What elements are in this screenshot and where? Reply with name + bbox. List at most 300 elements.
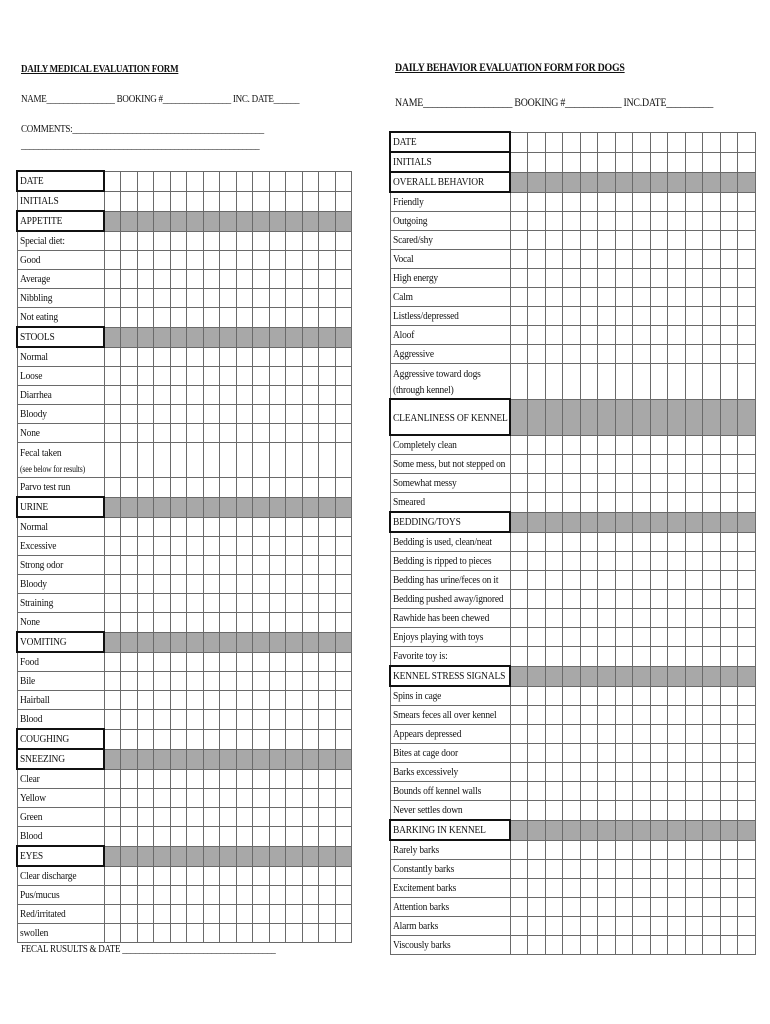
behavior-check-cell[interactable] [685,801,703,821]
behavior-check-cell[interactable] [738,212,756,231]
behavior-check-cell[interactable] [545,307,563,326]
behavior-check-cell[interactable] [703,898,721,917]
medical-check-cell[interactable] [137,405,154,424]
medical-check-cell[interactable] [104,537,121,556]
medical-check-cell[interactable] [286,289,303,308]
medical-check-cell[interactable] [137,575,154,594]
behavior-check-cell[interactable] [563,212,581,231]
behavior-check-cell[interactable] [703,860,721,879]
behavior-check-cell[interactable] [580,474,598,493]
medical-check-cell[interactable] [335,405,352,424]
behavior-check-cell[interactable] [580,152,598,172]
behavior-check-cell[interactable] [528,231,546,250]
behavior-check-cell[interactable] [720,647,738,667]
behavior-check-cell[interactable] [615,212,633,231]
behavior-check-cell[interactable] [685,212,703,231]
medical-check-cell[interactable] [335,729,352,749]
medical-check-cell[interactable] [187,443,204,478]
behavior-check-cell[interactable] [598,590,616,609]
medical-check-cell[interactable] [121,367,138,386]
behavior-check-cell[interactable] [598,609,616,628]
medical-check-cell[interactable] [104,827,121,847]
behavior-check-cell[interactable] [633,840,651,860]
behavior-check-cell[interactable] [545,686,563,706]
behavior-check-cell[interactable] [685,552,703,571]
behavior-check-cell[interactable] [685,763,703,782]
medical-check-cell[interactable] [220,556,237,575]
behavior-check-cell[interactable] [545,879,563,898]
behavior-check-cell[interactable] [528,552,546,571]
behavior-check-cell[interactable] [528,152,546,172]
medical-check-cell[interactable] [286,769,303,789]
medical-check-cell[interactable] [137,367,154,386]
medical-check-cell[interactable] [104,575,121,594]
medical-check-cell[interactable] [170,691,187,710]
medical-check-cell[interactable] [137,613,154,633]
behavior-check-cell[interactable] [738,782,756,801]
behavior-check-cell[interactable] [510,307,528,326]
behavior-check-cell[interactable] [633,917,651,936]
behavior-check-cell[interactable] [685,192,703,212]
medical-check-cell[interactable] [302,537,319,556]
medical-check-cell[interactable] [137,594,154,613]
behavior-check-cell[interactable] [528,840,546,860]
medical-check-cell[interactable] [302,710,319,730]
medical-check-cell[interactable] [104,517,121,537]
behavior-check-cell[interactable] [650,860,668,879]
medical-check-cell[interactable] [269,231,286,251]
behavior-check-cell[interactable] [510,269,528,288]
medical-check-cell[interactable] [137,478,154,498]
behavior-check-cell[interactable] [510,628,528,647]
behavior-check-cell[interactable] [633,706,651,725]
medical-check-cell[interactable] [319,424,336,443]
behavior-check-cell[interactable] [528,435,546,455]
behavior-check-cell[interactable] [580,782,598,801]
behavior-check-cell[interactable] [738,435,756,455]
medical-check-cell[interactable] [137,289,154,308]
medical-check-cell[interactable] [203,537,220,556]
behavior-check-cell[interactable] [598,532,616,552]
medical-check-cell[interactable] [154,729,171,749]
medical-check-cell[interactable] [220,594,237,613]
medical-check-cell[interactable] [170,789,187,808]
behavior-check-cell[interactable] [580,571,598,590]
behavior-check-cell[interactable] [615,879,633,898]
medical-check-cell[interactable] [104,443,121,478]
behavior-check-cell[interactable] [545,860,563,879]
behavior-check-cell[interactable] [545,706,563,725]
behavior-check-cell[interactable] [685,590,703,609]
medical-check-cell[interactable] [319,866,336,886]
medical-check-cell[interactable] [170,191,187,211]
medical-check-cell[interactable] [154,424,171,443]
behavior-check-cell[interactable] [510,917,528,936]
behavior-check-cell[interactable] [668,860,686,879]
behavior-check-cell[interactable] [720,326,738,345]
medical-check-cell[interactable] [203,729,220,749]
medical-check-cell[interactable] [236,443,253,478]
behavior-check-cell[interactable] [563,326,581,345]
medical-check-cell[interactable] [170,556,187,575]
behavior-check-cell[interactable] [668,628,686,647]
medical-check-cell[interactable] [269,808,286,827]
behavior-check-cell[interactable] [563,898,581,917]
behavior-check-cell[interactable] [615,647,633,667]
medical-check-cell[interactable] [187,613,204,633]
behavior-check-cell[interactable] [668,706,686,725]
behavior-check-cell[interactable] [563,192,581,212]
medical-check-cell[interactable] [137,270,154,289]
behavior-check-cell[interactable] [738,345,756,364]
behavior-check-cell[interactable] [580,725,598,744]
behavior-check-cell[interactable] [668,288,686,307]
medical-check-cell[interactable] [137,251,154,270]
behavior-check-cell[interactable] [738,917,756,936]
medical-check-cell[interactable] [121,191,138,211]
behavior-check-cell[interactable] [615,917,633,936]
medical-check-cell[interactable] [302,594,319,613]
behavior-check-cell[interactable] [615,782,633,801]
behavior-check-cell[interactable] [545,288,563,307]
medical-check-cell[interactable] [286,652,303,672]
behavior-check-cell[interactable] [528,474,546,493]
behavior-check-cell[interactable] [510,590,528,609]
medical-check-cell[interactable] [286,251,303,270]
medical-check-cell[interactable] [187,924,204,943]
medical-check-cell[interactable] [335,251,352,270]
behavior-check-cell[interactable] [685,917,703,936]
behavior-check-cell[interactable] [668,782,686,801]
behavior-check-cell[interactable] [598,647,616,667]
medical-check-cell[interactable] [269,652,286,672]
behavior-check-cell[interactable] [720,860,738,879]
behavior-check-cell[interactable] [545,455,563,474]
behavior-check-cell[interactable] [510,936,528,955]
medical-check-cell[interactable] [203,405,220,424]
behavior-check-cell[interactable] [510,782,528,801]
behavior-check-cell[interactable] [580,609,598,628]
medical-check-cell[interactable] [137,231,154,251]
behavior-check-cell[interactable] [738,269,756,288]
medical-check-cell[interactable] [302,367,319,386]
medical-check-cell[interactable] [220,691,237,710]
medical-check-cell[interactable] [286,270,303,289]
medical-check-cell[interactable] [253,517,270,537]
medical-check-cell[interactable] [187,367,204,386]
behavior-check-cell[interactable] [633,552,651,571]
behavior-check-cell[interactable] [685,628,703,647]
medical-check-cell[interactable] [319,191,336,211]
medical-check-cell[interactable] [220,517,237,537]
medical-check-cell[interactable] [121,289,138,308]
behavior-check-cell[interactable] [545,571,563,590]
behavior-check-cell[interactable] [563,879,581,898]
behavior-check-cell[interactable] [545,609,563,628]
medical-check-cell[interactable] [269,171,286,191]
behavior-check-cell[interactable] [720,364,738,400]
medical-check-cell[interactable] [236,866,253,886]
medical-check-cell[interactable] [253,886,270,905]
behavior-check-cell[interactable] [703,192,721,212]
behavior-check-cell[interactable] [510,326,528,345]
medical-check-cell[interactable] [121,405,138,424]
behavior-check-cell[interactable] [738,879,756,898]
medical-check-cell[interactable] [154,270,171,289]
behavior-check-cell[interactable] [738,231,756,250]
behavior-check-cell[interactable] [510,152,528,172]
medical-check-cell[interactable] [302,827,319,847]
medical-check-cell[interactable] [104,270,121,289]
medical-check-cell[interactable] [121,594,138,613]
behavior-check-cell[interactable] [685,250,703,269]
medical-check-cell[interactable] [121,613,138,633]
behavior-check-cell[interactable] [563,571,581,590]
medical-check-cell[interactable] [236,405,253,424]
medical-check-cell[interactable] [236,386,253,405]
behavior-check-cell[interactable] [650,725,668,744]
behavior-check-cell[interactable] [615,936,633,955]
medical-check-cell[interactable] [220,191,237,211]
behavior-check-cell[interactable] [510,725,528,744]
behavior-check-cell[interactable] [738,552,756,571]
medical-check-cell[interactable] [220,443,237,478]
medical-check-cell[interactable] [269,443,286,478]
behavior-check-cell[interactable] [580,212,598,231]
medical-check-cell[interactable] [220,251,237,270]
medical-check-cell[interactable] [154,537,171,556]
medical-check-cell[interactable] [236,251,253,270]
behavior-check-cell[interactable] [598,307,616,326]
medical-check-cell[interactable] [187,537,204,556]
medical-check-cell[interactable] [203,769,220,789]
behavior-check-cell[interactable] [703,474,721,493]
behavior-check-cell[interactable] [563,609,581,628]
medical-check-cell[interactable] [236,347,253,367]
behavior-check-cell[interactable] [510,801,528,821]
medical-check-cell[interactable] [187,191,204,211]
behavior-check-cell[interactable] [668,609,686,628]
medical-check-cell[interactable] [121,866,138,886]
medical-check-cell[interactable] [137,827,154,847]
behavior-check-cell[interactable] [720,879,738,898]
behavior-check-cell[interactable] [650,801,668,821]
behavior-check-cell[interactable] [598,840,616,860]
behavior-check-cell[interactable] [545,590,563,609]
behavior-check-cell[interactable] [598,493,616,513]
behavior-check-cell[interactable] [580,590,598,609]
behavior-check-cell[interactable] [685,493,703,513]
behavior-check-cell[interactable] [668,455,686,474]
behavior-check-cell[interactable] [668,345,686,364]
behavior-check-cell[interactable] [545,628,563,647]
behavior-check-cell[interactable] [510,706,528,725]
behavior-check-cell[interactable] [615,532,633,552]
medical-check-cell[interactable] [121,556,138,575]
behavior-check-cell[interactable] [668,936,686,955]
behavior-check-cell[interactable] [738,763,756,782]
behavior-check-cell[interactable] [650,571,668,590]
medical-check-cell[interactable] [187,652,204,672]
medical-check-cell[interactable] [154,594,171,613]
medical-check-cell[interactable] [269,769,286,789]
medical-check-cell[interactable] [154,710,171,730]
behavior-check-cell[interactable] [668,250,686,269]
medical-check-cell[interactable] [286,613,303,633]
medical-check-cell[interactable] [236,517,253,537]
behavior-check-cell[interactable] [633,532,651,552]
medical-check-cell[interactable] [302,789,319,808]
behavior-check-cell[interactable] [650,493,668,513]
behavior-check-cell[interactable] [668,152,686,172]
behavior-check-cell[interactable] [563,532,581,552]
behavior-check-cell[interactable] [528,532,546,552]
medical-check-cell[interactable] [154,789,171,808]
medical-check-cell[interactable] [236,827,253,847]
behavior-check-cell[interactable] [580,269,598,288]
behavior-check-cell[interactable] [650,474,668,493]
medical-check-cell[interactable] [253,808,270,827]
medical-check-cell[interactable] [236,575,253,594]
medical-check-cell[interactable] [335,191,352,211]
behavior-check-cell[interactable] [668,744,686,763]
medical-check-cell[interactable] [253,367,270,386]
behavior-check-cell[interactable] [528,782,546,801]
medical-check-cell[interactable] [187,556,204,575]
behavior-check-cell[interactable] [615,571,633,590]
medical-check-cell[interactable] [121,386,138,405]
behavior-check-cell[interactable] [668,307,686,326]
medical-check-cell[interactable] [170,769,187,789]
behavior-check-cell[interactable] [545,552,563,571]
medical-check-cell[interactable] [154,613,171,633]
behavior-check-cell[interactable] [563,590,581,609]
medical-check-cell[interactable] [269,866,286,886]
medical-check-cell[interactable] [104,613,121,633]
behavior-check-cell[interactable] [703,706,721,725]
behavior-check-cell[interactable] [510,647,528,667]
medical-check-cell[interactable] [286,556,303,575]
medical-check-cell[interactable] [335,556,352,575]
behavior-check-cell[interactable] [528,192,546,212]
medical-check-cell[interactable] [335,289,352,308]
behavior-check-cell[interactable] [615,132,633,152]
medical-check-cell[interactable] [319,251,336,270]
medical-check-cell[interactable] [269,924,286,943]
behavior-check-cell[interactable] [545,725,563,744]
medical-check-cell[interactable] [319,270,336,289]
medical-check-cell[interactable] [203,827,220,847]
behavior-check-cell[interactable] [685,609,703,628]
medical-check-cell[interactable] [335,789,352,808]
medical-check-cell[interactable] [137,424,154,443]
behavior-check-cell[interactable] [720,552,738,571]
behavior-check-cell[interactable] [598,936,616,955]
behavior-check-cell[interactable] [545,269,563,288]
behavior-check-cell[interactable] [563,936,581,955]
behavior-check-cell[interactable] [545,152,563,172]
behavior-check-cell[interactable] [703,936,721,955]
medical-check-cell[interactable] [154,575,171,594]
behavior-check-cell[interactable] [738,898,756,917]
medical-check-cell[interactable] [269,594,286,613]
behavior-check-cell[interactable] [598,763,616,782]
behavior-check-cell[interactable] [633,801,651,821]
medical-check-cell[interactable] [154,308,171,328]
behavior-check-cell[interactable] [738,860,756,879]
medical-check-cell[interactable] [187,478,204,498]
behavior-check-cell[interactable] [650,879,668,898]
behavior-check-cell[interactable] [598,706,616,725]
medical-check-cell[interactable] [137,769,154,789]
behavior-check-cell[interactable] [703,647,721,667]
behavior-check-cell[interactable] [528,455,546,474]
behavior-check-cell[interactable] [720,609,738,628]
behavior-check-cell[interactable] [720,231,738,250]
behavior-check-cell[interactable] [703,250,721,269]
medical-check-cell[interactable] [269,691,286,710]
medical-check-cell[interactable] [187,729,204,749]
medical-check-cell[interactable] [187,347,204,367]
behavior-check-cell[interactable] [563,706,581,725]
medical-check-cell[interactable] [335,827,352,847]
medical-check-cell[interactable] [104,808,121,827]
medical-check-cell[interactable] [253,308,270,328]
medical-check-cell[interactable] [302,251,319,270]
medical-check-cell[interactable] [302,405,319,424]
medical-check-cell[interactable] [104,289,121,308]
medical-check-cell[interactable] [335,575,352,594]
behavior-check-cell[interactable] [563,288,581,307]
behavior-check-cell[interactable] [510,132,528,152]
behavior-check-cell[interactable] [580,879,598,898]
behavior-check-cell[interactable] [738,474,756,493]
medical-check-cell[interactable] [220,171,237,191]
medical-check-cell[interactable] [170,308,187,328]
medical-check-cell[interactable] [170,517,187,537]
medical-check-cell[interactable] [220,367,237,386]
medical-check-cell[interactable] [236,729,253,749]
behavior-check-cell[interactable] [668,590,686,609]
behavior-check-cell[interactable] [615,250,633,269]
medical-check-cell[interactable] [121,517,138,537]
behavior-check-cell[interactable] [510,860,528,879]
behavior-check-cell[interactable] [685,364,703,400]
medical-check-cell[interactable] [319,789,336,808]
behavior-check-cell[interactable] [580,840,598,860]
behavior-check-cell[interactable] [528,860,546,879]
medical-check-cell[interactable] [302,424,319,443]
behavior-check-cell[interactable] [580,801,598,821]
medical-check-cell[interactable] [154,905,171,924]
behavior-check-cell[interactable] [685,744,703,763]
medical-check-cell[interactable] [154,289,171,308]
medical-check-cell[interactable] [335,924,352,943]
behavior-check-cell[interactable] [720,917,738,936]
behavior-check-cell[interactable] [633,493,651,513]
medical-check-cell[interactable] [187,594,204,613]
behavior-check-cell[interactable] [528,686,546,706]
behavior-check-cell[interactable] [703,801,721,821]
medical-check-cell[interactable] [319,517,336,537]
medical-check-cell[interactable] [121,652,138,672]
behavior-check-cell[interactable] [528,628,546,647]
medical-check-cell[interactable] [137,517,154,537]
behavior-check-cell[interactable] [650,917,668,936]
behavior-check-cell[interactable] [510,493,528,513]
medical-check-cell[interactable] [269,308,286,328]
behavior-check-cell[interactable] [668,132,686,152]
